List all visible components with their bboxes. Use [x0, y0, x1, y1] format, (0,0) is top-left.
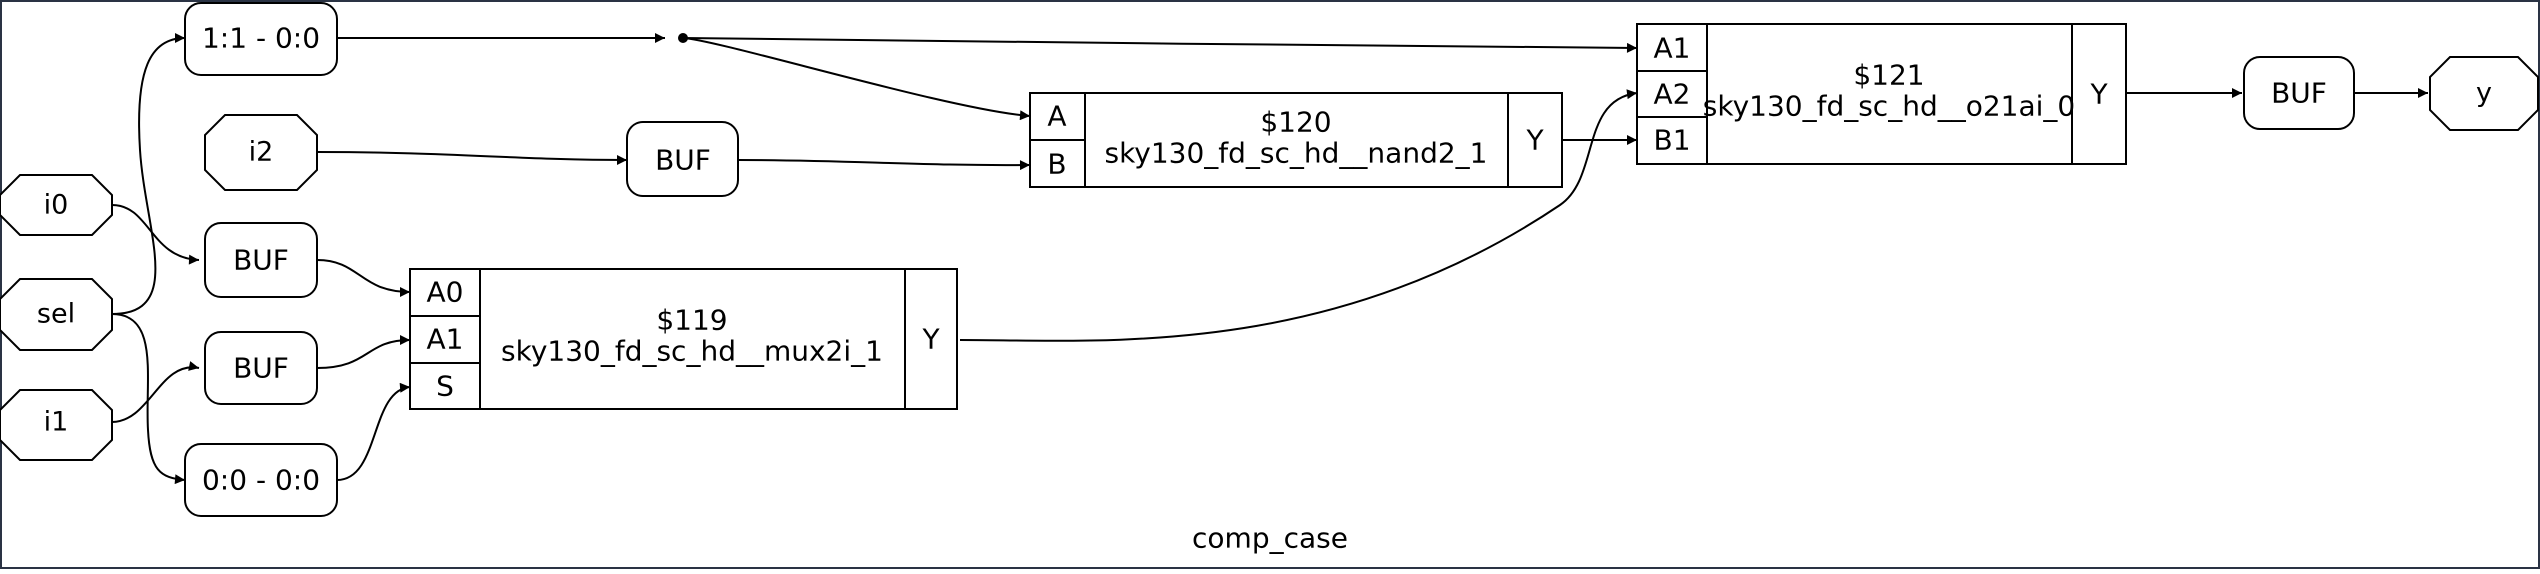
diagram-title: comp_case — [1192, 521, 1348, 555]
slice-lower-label: 0:0 - 0:0 — [201, 463, 321, 497]
cell-mux-type: sky130_fd_sc_hd__mux2i_1 — [501, 334, 883, 368]
cell-o21ai-pin-y: Y — [2090, 77, 2108, 111]
buffer-i0 — [205, 223, 317, 297]
port-i1 — [0, 390, 112, 460]
port-i0 — [0, 175, 112, 235]
cell-o21ai-id: $121 — [1853, 58, 1925, 92]
port-y — [2430, 57, 2538, 130]
cell-mux-pin-a1: A1 — [426, 322, 464, 356]
cell-o21ai-pin-b1: B1 — [1653, 123, 1691, 157]
buffer-i2-label: BUF — [655, 143, 711, 177]
cell-mux-pin-s: S — [436, 369, 454, 403]
port-i1-label: i1 — [43, 406, 69, 438]
port-sel — [0, 279, 112, 350]
buffer-out-label: BUF — [2271, 76, 2327, 110]
slice-upper — [185, 3, 337, 75]
port-y-label: y — [2476, 77, 2492, 109]
port-i2 — [205, 115, 317, 190]
buffer-i0-label: BUF — [233, 243, 289, 277]
cell-nand-pin-b: B — [1047, 147, 1067, 181]
diagram-frame — [1, 1, 2539, 568]
cell-nand-id: $120 — [1260, 105, 1332, 139]
port-i0-label: i0 — [43, 189, 69, 221]
cell-o21ai-type: sky130_fd_sc_hd__o21ai_0 — [1702, 89, 2076, 123]
cell-o21ai-pin-a1: A1 — [1653, 31, 1691, 65]
cell-nand — [1030, 93, 1562, 187]
cell-o21ai-pin-a2: A2 — [1653, 77, 1691, 111]
cell-mux-pin-a0: A0 — [426, 275, 464, 309]
port-sel-label: sel — [36, 298, 76, 330]
cell-mux-id: $119 — [656, 303, 728, 337]
port-i2-label: i2 — [248, 136, 274, 168]
junction-dot — [678, 33, 688, 43]
cell-mux — [410, 269, 957, 409]
buffer-i1-label: BUF — [233, 351, 289, 385]
cell-o21ai — [1637, 24, 2126, 164]
cell-nand-pin-y: Y — [1526, 123, 1544, 157]
buffer-i1 — [205, 332, 317, 404]
buffer-out — [2244, 57, 2354, 129]
cell-mux-pin-y: Y — [922, 322, 940, 356]
cell-nand-pin-a: A — [1047, 99, 1067, 133]
slice-lower — [185, 444, 337, 516]
cell-nand-type: sky130_fd_sc_hd__nand2_1 — [1104, 136, 1488, 170]
buffer-i2 — [627, 122, 738, 196]
slice-upper-label: 1:1 - 0:0 — [201, 21, 321, 55]
